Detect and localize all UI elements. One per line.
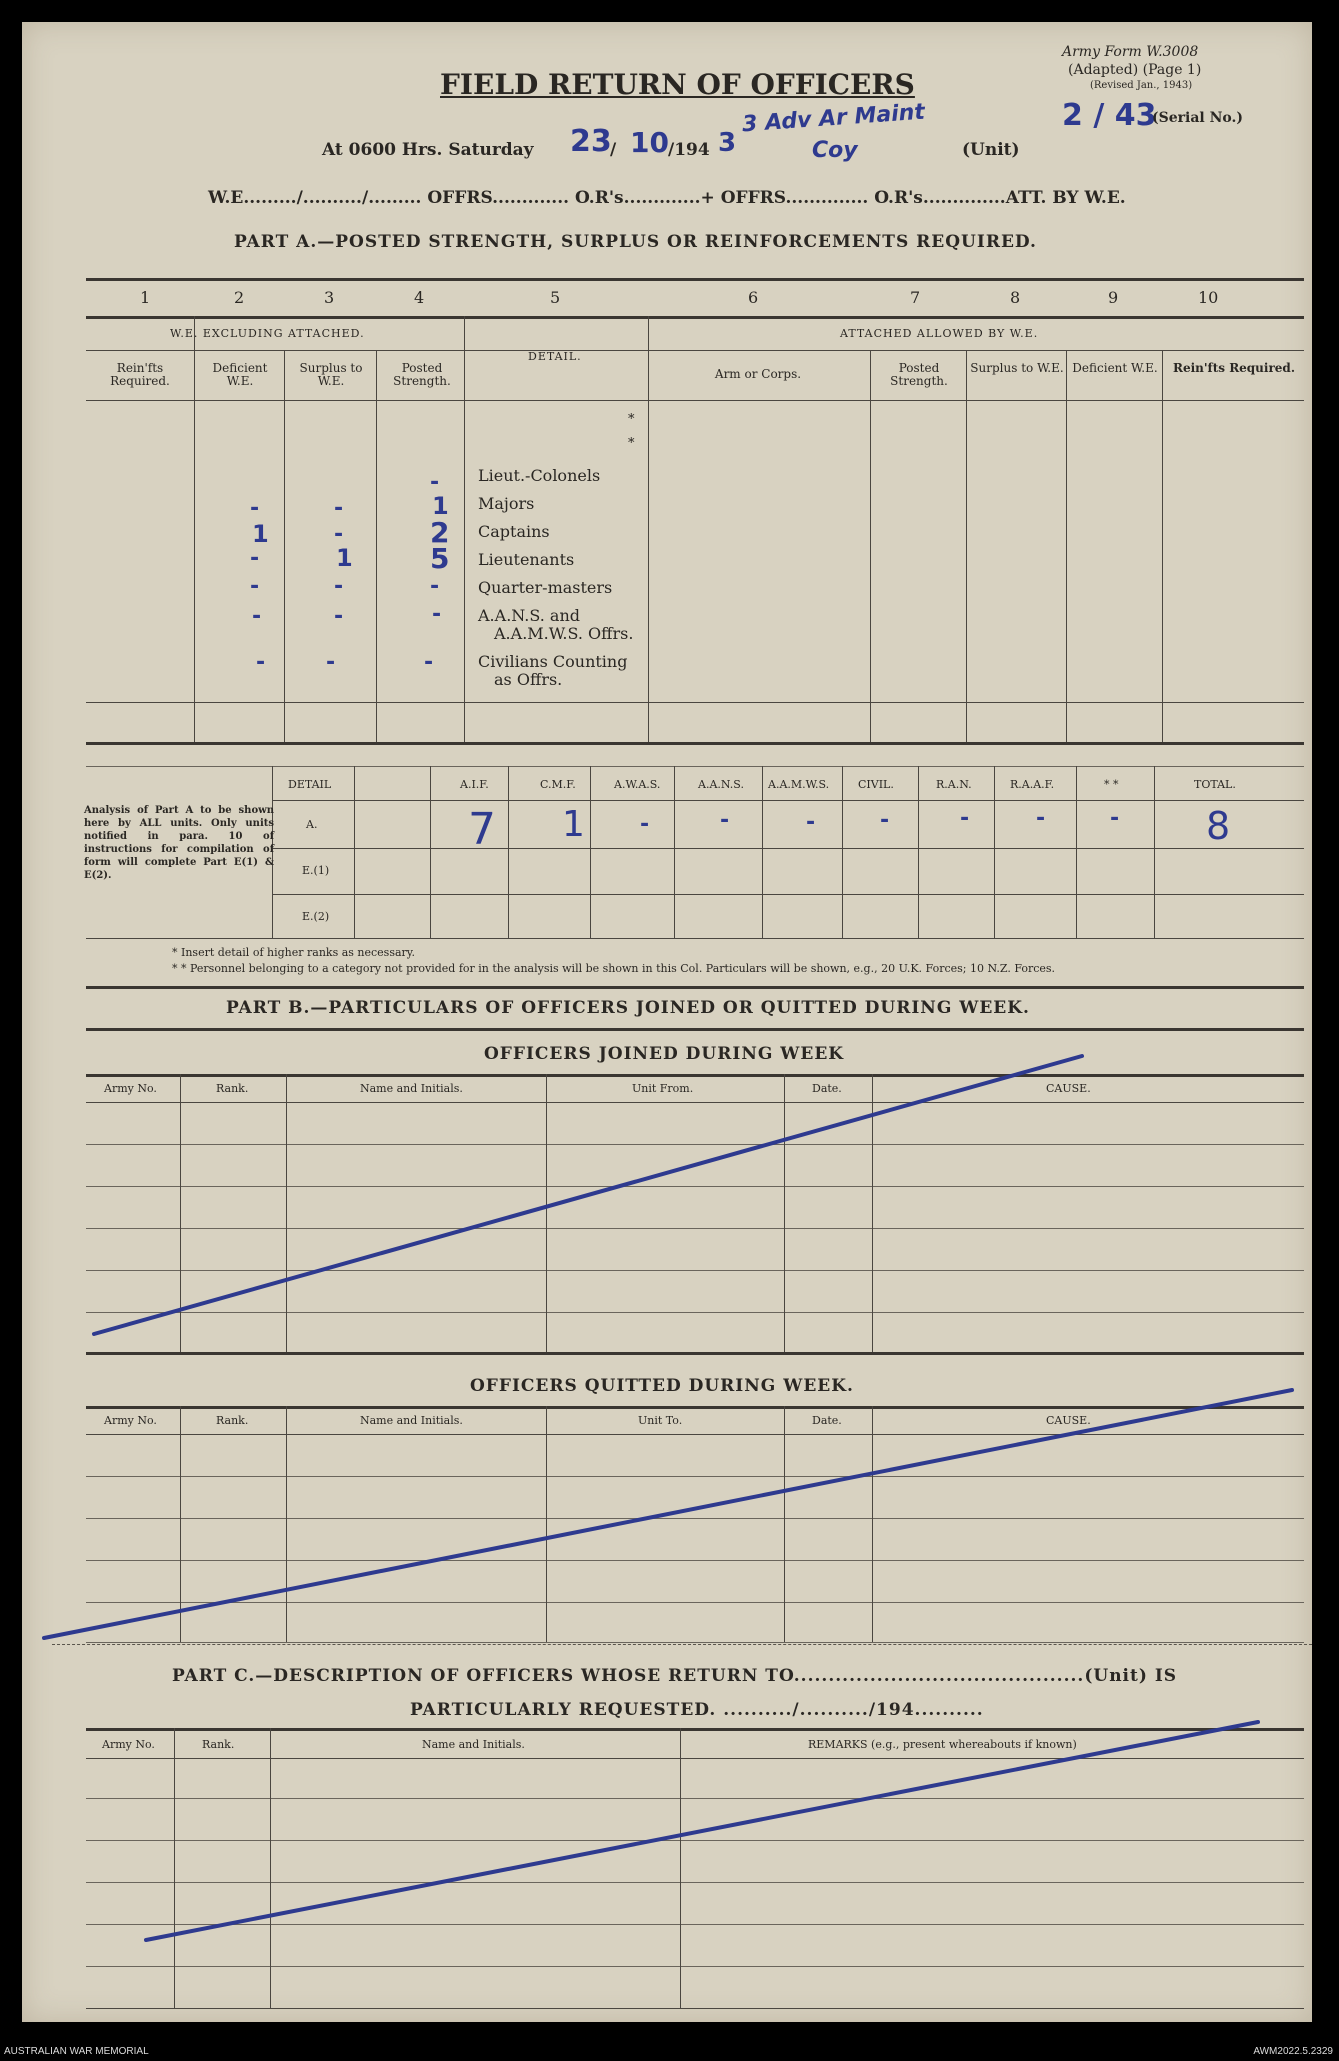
col-num-6: 6 <box>748 288 759 307</box>
partc-hdr-remarks: REMARKS (e.g., present whereabouts if known) <box>808 1738 1077 1751</box>
rank-lieutenants: Lieutenants <box>478 550 575 569</box>
form-sheet <box>22 22 1312 2022</box>
an-hdr-aamws: A.A.M.W.S. <box>768 778 830 791</box>
posted-hand-6: - <box>432 602 442 627</box>
an-hdr-raaf: R.A.A.F. <box>1010 778 1055 791</box>
hdr-posted: Posted Strength. <box>393 361 451 388</box>
sur-hand-3: 1 <box>336 544 353 572</box>
year-prefix: /194 <box>668 140 710 160</box>
footer-right: AWM2022.5.2329 <box>1253 2046 1333 2057</box>
at-line: At 0600 Hrs. Saturday <box>322 140 534 160</box>
joined-hdr-cause: CAUSE. <box>1046 1082 1091 1095</box>
quitted-hdr-rank: Rank. <box>216 1414 249 1427</box>
joined-hdr-army-no: Army No. <box>104 1082 157 1095</box>
an-hdr-detail: DETAIL <box>288 778 332 791</box>
serial-number-hand: 2 / 43 <box>1062 98 1157 133</box>
an-hdr-civil: CIVIL. <box>858 778 894 791</box>
sur-hand-5: - <box>334 604 344 629</box>
quitted-hdr-date: Date. <box>812 1414 842 1427</box>
footer-left: AUSTRALIAN WAR MEMORIAL <box>4 2046 149 2057</box>
col-num-2: 2 <box>234 288 245 307</box>
year-hand: 3 <box>718 128 737 158</box>
footnote-1: * Insert detail of higher ranks as necessary. <box>172 946 416 959</box>
hdr-att-posted: Posted Strength. <box>890 361 948 388</box>
partc-strike-line <box>146 1722 1258 1940</box>
rank-as-offrs: as Offrs. <box>494 670 563 689</box>
quitted-hdr-name: Name and Initials. <box>360 1414 463 1427</box>
posted-hand-7: - <box>424 650 434 675</box>
hdr-reinfts: Rein'fts Required. <box>110 361 170 388</box>
def-hand-6: - <box>256 650 266 675</box>
an-aans-hand: - <box>720 808 730 833</box>
an-raaf-hand: - <box>1036 806 1046 831</box>
an-row-e1: E.(1) <box>302 864 330 877</box>
unit-hand-line2: Coy <box>812 138 858 163</box>
an-row-a: A. <box>306 818 318 831</box>
an-hdr-aans: A.A.N.S. <box>698 778 744 791</box>
rank-aans: A.A.N.S. and <box>478 606 580 625</box>
detail-header: DETAIL. <box>528 350 582 363</box>
an-hdr-total: TOTAL. <box>1194 778 1236 791</box>
quitted-strike-line <box>44 1390 1292 1638</box>
pen-strikethroughs <box>22 22 1312 2022</box>
quitted-title: OFFICERS QUITTED DURING WEEK. <box>470 1376 854 1396</box>
col-num-9: 9 <box>1108 288 1119 307</box>
col-num-3: 3 <box>324 288 335 307</box>
def-hand-5: - <box>252 604 262 629</box>
hdr-att-reinfts: Rein'fts Required. <box>1172 361 1295 375</box>
part-c-subtitle: PARTICULARLY REQUESTED. ........../........../194.......... <box>410 1700 984 1720</box>
an-hdr-other: * * <box>1104 778 1119 791</box>
adapted-label: (Adapted) (Page 1) <box>1068 62 1202 78</box>
rank-aamws: A.A.M.W.S. Offrs. <box>494 624 634 643</box>
joined-hdr-name: Name and Initials. <box>360 1082 463 1095</box>
revised-label: (Revised Jan., 1943) <box>1090 80 1193 91</box>
joined-hdr-rank: Rank. <box>216 1082 249 1095</box>
col-num-4: 4 <box>414 288 425 307</box>
hdr-att-deficient: Deficient W.E. <box>1072 361 1158 375</box>
an-other-hand: - <box>1110 806 1120 831</box>
def-hand-1: - <box>250 496 260 521</box>
quitted-hdr-cause: CAUSE. <box>1046 1414 1091 1427</box>
hdr-surplus: Surplus to W.E. <box>299 361 363 388</box>
partc-hdr-name: Name and Initials. <box>422 1738 525 1751</box>
star-2: * <box>628 436 635 451</box>
date-month-hand: 10 <box>630 126 669 159</box>
part-b-title: PART B.—PARTICULARS OF OFFICERS JOINED OR QUITTED DURING WEEK. <box>226 998 1030 1018</box>
col-num-5: 5 <box>550 288 561 307</box>
joined-title: OFFICERS JOINED DURING WEEK <box>484 1044 845 1064</box>
an-hdr-aif: A.I.F. <box>460 778 489 791</box>
joined-hdr-date: Date. <box>812 1082 842 1095</box>
an-aif-hand: 7 <box>468 804 496 855</box>
we-excluding-header: W.E. EXCLUDING ATTACHED. <box>170 327 365 340</box>
rank-civilians: Civilians Counting <box>478 652 628 671</box>
an-aamws-hand: - <box>806 810 816 835</box>
unit-hand-line1: 3 Adv Ar Maint <box>741 99 926 138</box>
def-hand-4: - <box>250 574 260 599</box>
an-hdr-ran: R.A.N. <box>936 778 972 791</box>
partc-hdr-army-no: Army No. <box>102 1738 155 1751</box>
col-num-10: 10 <box>1198 288 1219 307</box>
posted-hand-5: - <box>430 574 440 599</box>
col-num-8: 8 <box>1010 288 1021 307</box>
rank-captains: Captains <box>478 522 550 541</box>
def-hand-2: 1 <box>252 520 269 548</box>
an-hdr-awas: A.W.A.S. <box>614 778 661 791</box>
an-cmf-hand: 1 <box>562 804 585 845</box>
part-c-title: PART C.—DESCRIPTION OF OFFICERS WHOSE RETURN TO..........................................(Unit) IS <box>172 1666 1178 1686</box>
rank-lieut-colonels: Lieut.-Colonels <box>478 466 601 485</box>
star-1: * <box>628 412 635 427</box>
posted-hand-3: 2 <box>430 516 450 549</box>
attached-header: ATTACHED ALLOWED BY W.E. <box>840 327 1039 340</box>
sur-hand-6: - <box>326 650 336 675</box>
sur-hand-4: - <box>334 574 344 599</box>
analysis-note: Analysis of Part A to be shown here by ALL units. Only units notified in para. 10 of instructions for compilation of form will complete Part E(1) & E(2). <box>84 805 274 881</box>
date-day-hand: 23 <box>570 124 612 159</box>
col-num-7: 7 <box>910 288 921 307</box>
posted-hand-1: - <box>430 470 440 495</box>
rank-majors: Majors <box>478 494 535 513</box>
quitted-hdr-unit-to: Unit To. <box>638 1414 683 1427</box>
unit-label: (Unit) <box>962 140 1020 160</box>
hdr-att-surplus: Surplus to W.E. <box>970 361 1064 375</box>
serial-label: (Serial No.) <box>1152 110 1243 126</box>
we-line: W.E........./........../......... OFFRS............. O.R's.............+ OFFRS.............. O.R's..............ATT. BY W.E. <box>208 188 1126 208</box>
quitted-hdr-army-no: Army No. <box>104 1414 157 1427</box>
joined-strike-line <box>94 1056 1082 1334</box>
part-a-title: PART A.—POSTED STRENGTH, SURPLUS OR REINFORCEMENTS REQUIRED. <box>234 232 1037 252</box>
posted-hand-2: 1 <box>432 492 449 520</box>
an-row-e2: E.(2) <box>302 910 330 923</box>
form-title: FIELD RETURN OF OFFICERS <box>440 68 915 101</box>
rank-quartermasters: Quarter-masters <box>478 578 613 597</box>
def-hand-3: - <box>250 546 260 571</box>
army-form-label: Army Form W.3008 <box>1062 44 1199 60</box>
joined-hdr-unit-from: Unit From. <box>632 1082 694 1095</box>
an-awas-hand: - <box>640 812 650 837</box>
an-hdr-cmf: C.M.F. <box>540 778 576 791</box>
an-total-hand: 8 <box>1206 804 1231 848</box>
an-ran-hand: - <box>960 806 970 831</box>
sur-hand-1: - <box>334 496 344 521</box>
col-num-1: 1 <box>140 288 151 307</box>
date-sep: / <box>610 140 617 160</box>
an-civil-hand: - <box>880 808 890 833</box>
hdr-deficient: Deficient W.E. <box>212 361 268 388</box>
sur-hand-2: - <box>334 522 344 547</box>
footnote-2: * * Personnel belonging to a category not provided for in the analysis will be shown in this Col. Particulars will be shown, e.g., 20 U.K. Forces; 10 N.Z. Forces. <box>172 962 1056 975</box>
posted-hand-4: 5 <box>430 542 450 575</box>
partc-hdr-rank: Rank. <box>202 1738 235 1751</box>
hdr-arm-corps: Arm or Corps. <box>714 367 802 381</box>
